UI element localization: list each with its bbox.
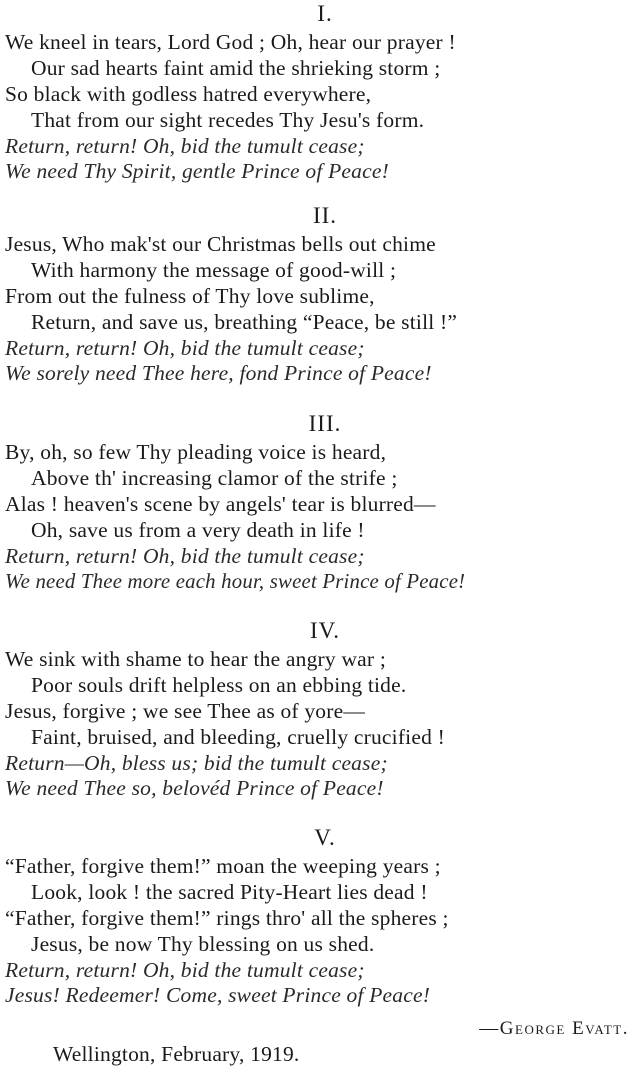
poem-line: “Father, forgive them!” rings thro' all the spheres ; <box>5 905 449 930</box>
refrain-line: We sorely need Thee here, fond Prince of Peace! <box>5 361 432 386</box>
stanza-numeral: IV. <box>309 618 341 643</box>
stanza-2 <box>5 204 637 387</box>
poem-line: Return, and save us, breathing “Peace, be still !” <box>31 309 458 334</box>
stanza-1 <box>5 2 637 185</box>
poem-line: That from our sight recedes Thy Jesu's form. <box>31 107 425 132</box>
poem-line: We kneel in tears, Lord God ; Oh, hear our prayer ! <box>5 30 456 54</box>
stanza-4 <box>5 619 637 802</box>
poem-line: Above th' increasing clamor of the strife ; <box>31 465 398 490</box>
refrain-line: Return, return! Oh, bid the tumult cease; <box>5 543 365 568</box>
stanza-numeral: II. <box>312 203 338 228</box>
poem-line: By, oh, so few Thy pleading voice is heard, <box>5 440 387 464</box>
stanza-numeral: I. <box>317 1 333 26</box>
stanza-numeral: III. <box>308 411 342 436</box>
poem-line: Oh, save us from a very death in life ! <box>31 517 365 542</box>
refrain-line: We need Thy Spirit, gentle Prince of Peace! <box>5 159 389 184</box>
stanza-numeral: V. <box>314 825 336 850</box>
poem-line: Look, look ! the sacred Pity-Heart lies dead ! <box>31 879 428 904</box>
refrain-line: Jesus! Redeemer! Come, sweet Prince of Peace! <box>5 983 431 1008</box>
poem-line: Faint, bruised, and bleeding, cruelly crucified ! <box>31 724 445 749</box>
stanza-3 <box>5 412 637 595</box>
poem-line: We sink with shame to hear the angry war ; <box>5 647 387 671</box>
refrain-line: We need Thee more each hour, sweet Prince of Peace! <box>5 570 466 594</box>
poem-line: From out the fulness of Thy love sublime, <box>5 283 375 308</box>
author-signature: —George Evatt. <box>479 1018 629 1039</box>
stanza-5 <box>5 826 637 1009</box>
poem-line: Jesus, be now Thy blessing on us shed. <box>31 931 375 956</box>
poem-line: Jesus, forgive ; we see Thee as of yore— <box>5 698 366 723</box>
poem-line: Alas ! heaven's scene by angels' tear is blurred— <box>5 491 436 516</box>
poem-line: Poor souls drift helpless on an ebbing tide. <box>31 672 407 697</box>
poem-line: So black with godless hatred everywhere, <box>5 81 372 106</box>
refrain-line: Return, return! Oh, bid the tumult cease; <box>5 133 365 158</box>
place-and-date: Wellington, February, 1919. <box>53 1042 300 1066</box>
poem-line: Jesus, Who mak'st our Christmas bells out chime <box>5 232 436 256</box>
refrain-line: We need Thee so, belovéd Prince of Peace! <box>5 776 384 801</box>
poem-line: With harmony the message of good-will ; <box>31 257 397 282</box>
poem-line: Our sad hearts faint amid the shrieking storm ; <box>31 55 441 80</box>
poem-line: “Father, forgive them!” moan the weeping years ; <box>5 854 441 878</box>
refrain-line: Return, return! Oh, bid the tumult cease; <box>5 335 365 360</box>
refrain-line: Return, return! Oh, bid the tumult cease; <box>5 957 365 982</box>
refrain-line: Return—Oh, bless us; bid the tumult cease; <box>5 750 388 775</box>
